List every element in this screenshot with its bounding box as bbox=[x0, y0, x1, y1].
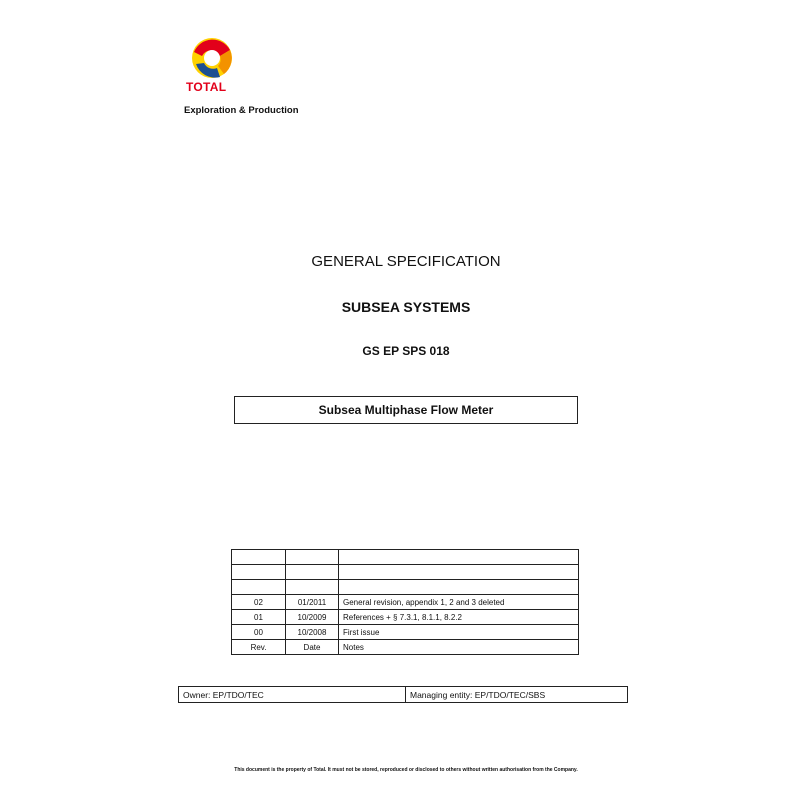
confidentiality-notice: This document is the property of Total. It must not be stored, reproduced or disclosed to others without written authorisation from the Company. bbox=[234, 767, 578, 773]
document-type: GENERAL SPECIFICATION bbox=[311, 253, 501, 270]
revision-table bbox=[231, 549, 579, 655]
owner-cell: Owner: EP/TDO/TEC bbox=[179, 687, 406, 703]
date-cell bbox=[286, 550, 339, 565]
date-cell: 10/2009 bbox=[286, 610, 339, 625]
table-row bbox=[179, 687, 628, 703]
table-header-row bbox=[232, 640, 579, 655]
table-row bbox=[232, 550, 579, 565]
document-series: SUBSEA SYSTEMS bbox=[341, 299, 471, 315]
rev-cell bbox=[232, 580, 286, 595]
table-row bbox=[232, 625, 579, 640]
date-cell bbox=[286, 580, 339, 595]
table-row bbox=[232, 565, 579, 580]
rev-cell: 02 bbox=[232, 595, 286, 610]
document-title-box bbox=[234, 396, 578, 424]
notes-cell: General revision, appendix 1, 2 and 3 deleted bbox=[339, 595, 579, 610]
total-logo-icon bbox=[190, 36, 234, 80]
document-title: Subsea Multiphase Flow Meter bbox=[318, 403, 494, 417]
division-name: Exploration & Production bbox=[184, 105, 299, 116]
notes-cell bbox=[339, 580, 579, 595]
notes-cell bbox=[339, 565, 579, 580]
notes-cell bbox=[339, 550, 579, 565]
table-row bbox=[232, 610, 579, 625]
managing-entity-cell: Managing entity: EP/TDO/TEC/SBS bbox=[406, 687, 628, 703]
table-row bbox=[232, 595, 579, 610]
rev-cell bbox=[232, 550, 286, 565]
notes-cell: First issue bbox=[339, 625, 579, 640]
rev-cell: 01 bbox=[232, 610, 286, 625]
notes-header: Notes bbox=[339, 640, 579, 655]
rev-header: Rev. bbox=[232, 640, 286, 655]
rev-cell: 00 bbox=[232, 625, 286, 640]
document-reference: GS EP SPS 018 bbox=[362, 344, 450, 358]
date-header: Date bbox=[286, 640, 339, 655]
ownership-table bbox=[178, 686, 628, 703]
date-cell: 01/2011 bbox=[286, 595, 339, 610]
date-cell: 10/2008 bbox=[286, 625, 339, 640]
date-cell bbox=[286, 565, 339, 580]
notes-cell: References + § 7.3.1, 8.1.1, 8.2.2 bbox=[339, 610, 579, 625]
rev-cell bbox=[232, 565, 286, 580]
brand-name: TOTAL bbox=[186, 80, 227, 94]
table-row bbox=[232, 580, 579, 595]
